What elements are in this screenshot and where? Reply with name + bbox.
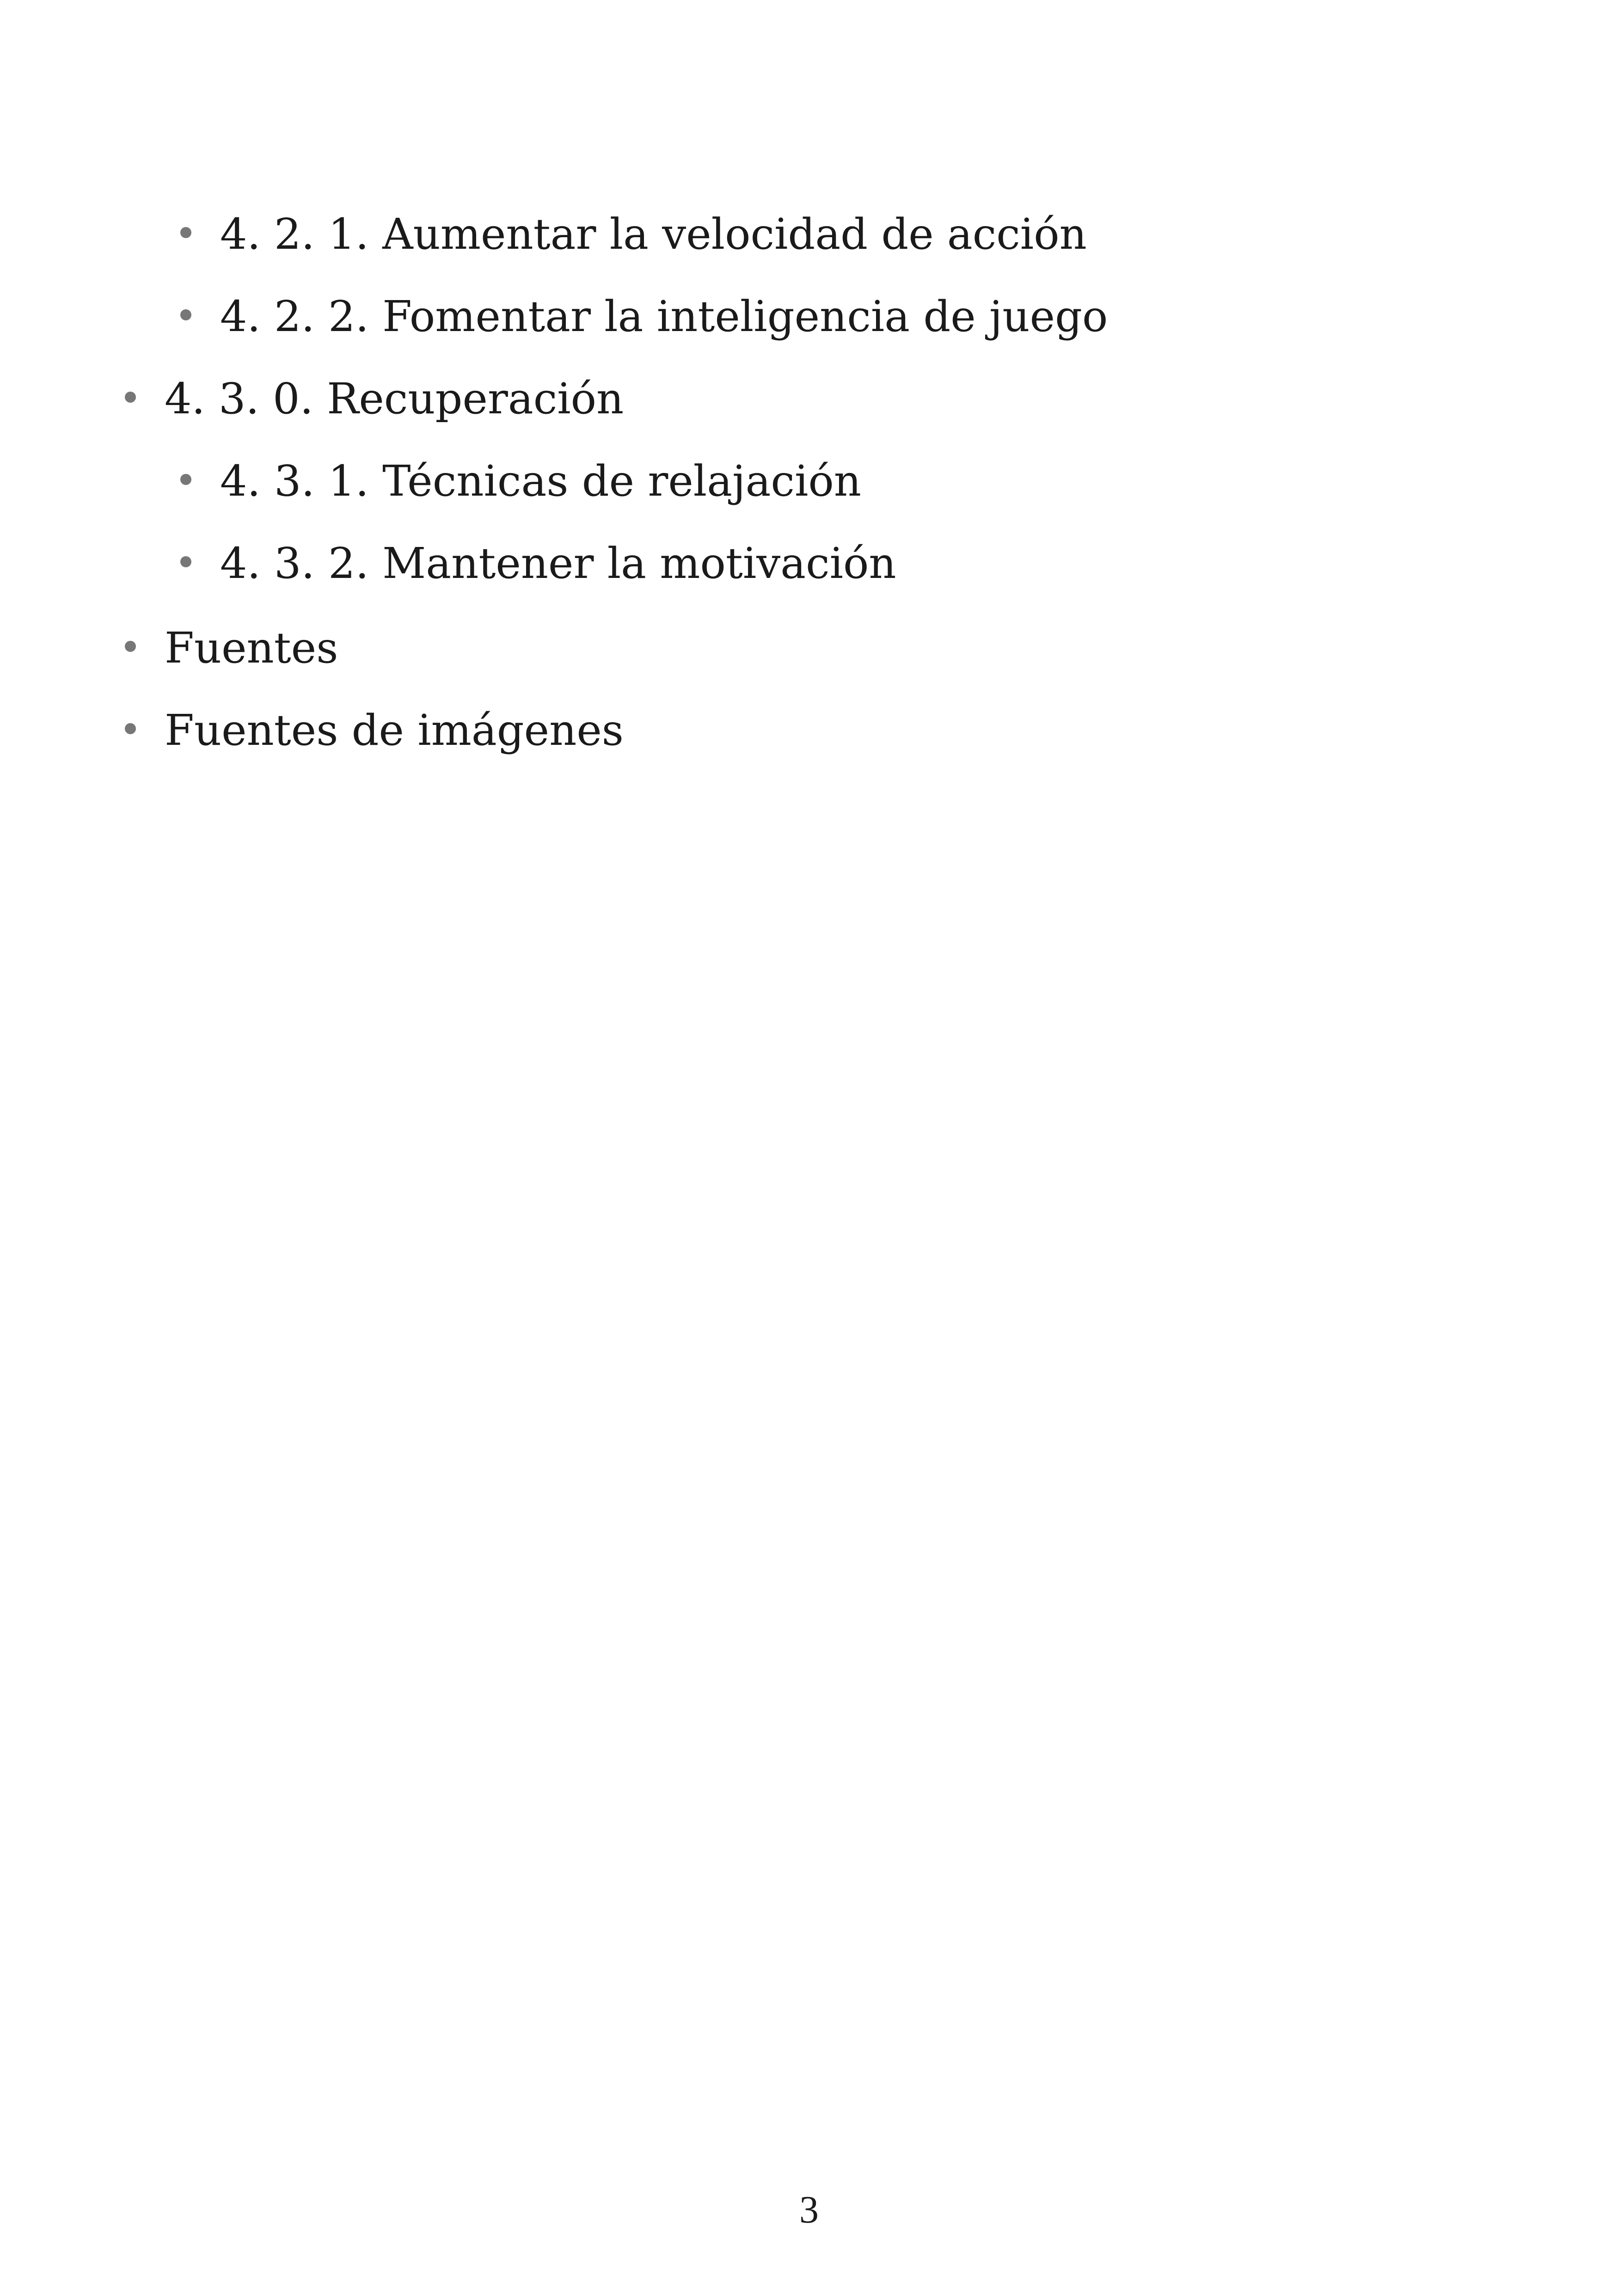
page-number: 3 <box>799 2188 819 2231</box>
toc-item-label: Fuentes <box>165 623 338 673</box>
bullet-icon <box>180 309 191 320</box>
toc-item-4-3-0[interactable] <box>125 363 624 428</box>
bullet-icon <box>125 392 136 403</box>
toc-item-fuentes-de-imagenes[interactable] <box>125 695 624 760</box>
toc-item-4-2-2[interactable] <box>180 281 1108 346</box>
toc-item-4-3-1[interactable] <box>180 446 861 510</box>
toc-item-label: 4. 3. 2. Mantener la motivación <box>220 539 896 589</box>
toc-item-label: 4. 2. 1. Aumentar la velocidad de acción <box>220 209 1087 259</box>
bullet-icon <box>125 723 136 734</box>
toc-item-4-3-2[interactable] <box>180 528 896 593</box>
toc-item-4-2-1[interactable] <box>180 199 1087 264</box>
bullet-icon <box>180 474 191 485</box>
toc-item-label: 4. 3. 1. Técnicas de relajación <box>220 456 862 506</box>
toc-item-fuentes[interactable] <box>125 613 338 677</box>
toc-item-label: 4. 3. 0. Recuperación <box>165 374 624 424</box>
bullet-icon <box>180 556 191 567</box>
toc-item-label: 4. 2. 2. Fomentar la inteligencia de juego <box>220 292 1108 342</box>
bullet-icon <box>125 641 136 652</box>
bullet-icon <box>180 227 191 238</box>
toc-item-label: Fuentes de imágenes <box>165 706 624 755</box>
